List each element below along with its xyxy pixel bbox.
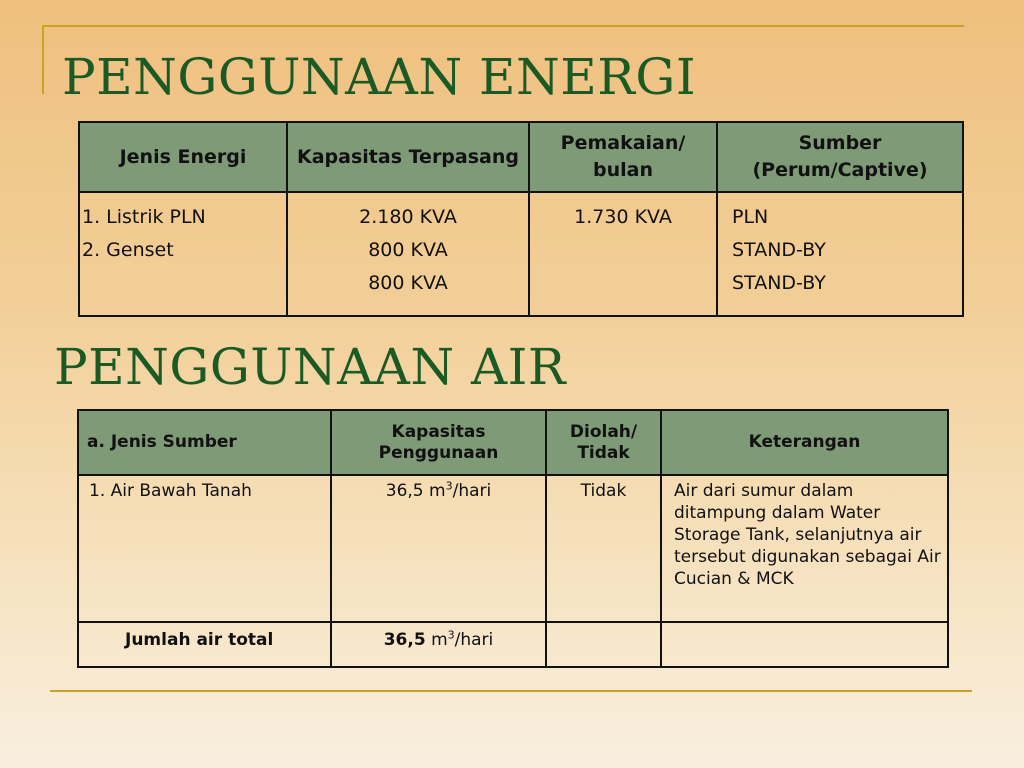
energy-data-row [79, 192, 963, 316]
energy-type-item: 2. Genset [82, 239, 174, 261]
cell-sumber [717, 192, 963, 316]
water-data-row [78, 475, 948, 622]
cell-kapasitas-penggunaan [331, 475, 546, 622]
header-jenis-sumber: a. Jenis Sumber [78, 410, 331, 475]
header-sumber [717, 122, 963, 192]
capacity-item: 2.180 KVA [359, 206, 457, 228]
header-pemakaian-line1: Pemakaian/ [560, 132, 686, 154]
source-item: STAND-BY [732, 239, 826, 261]
header-sumber-line1: Sumber [798, 132, 882, 154]
cell-diolah: Tidak [546, 475, 661, 622]
total-unit-post: /hari [454, 630, 494, 650]
total-keterangan-empty [661, 622, 948, 667]
water-usage-table [77, 409, 949, 668]
energy-type-item: 1. Listrik PLN [82, 206, 206, 228]
capacity-item: 800 KVA [368, 272, 448, 294]
header-keterangan: Keterangan [661, 410, 948, 475]
cell-jenis-sumber: 1. Air Bawah Tanah [78, 475, 331, 622]
total-label: Jumlah air total [78, 622, 331, 667]
capacity-value: 36,5 m [385, 481, 446, 501]
capacity-unit: /hari [452, 481, 492, 501]
cell-jenis-energi [79, 192, 287, 316]
water-total-row [78, 622, 948, 667]
water-header-row [78, 410, 948, 475]
total-superscript: 3 [447, 628, 455, 642]
header-kapasitas-line2: Penggunaan [378, 442, 499, 463]
header-diolah-line2: Tidak [577, 442, 630, 463]
header-sumber-line2: (Perum/Captive) [752, 159, 928, 181]
header-diolah-tidak [546, 410, 661, 475]
source-item: STAND-BY [732, 272, 826, 294]
bottom-accent-line [50, 690, 972, 692]
total-unit-pre: m [425, 630, 448, 650]
title-penggunaan-air: PENGGUNAAN AIR [54, 338, 567, 396]
header-pemakaian [529, 122, 717, 192]
total-value: 36,5 [383, 630, 426, 650]
header-kapasitas-line1: Kapasitas [391, 421, 486, 442]
header-pemakaian-line2: bulan [593, 159, 653, 181]
cell-pemakaian [529, 192, 717, 316]
header-kapasitas-terpasang: Kapasitas Terpasang [287, 122, 529, 192]
capacity-superscript: 3 [445, 479, 453, 493]
header-diolah-line1: Diolah/ [569, 421, 638, 442]
capacity-item: 800 KVA [368, 239, 448, 261]
cell-total-value [331, 622, 546, 667]
energy-header-row [79, 122, 963, 192]
header-jenis-energi: Jenis Energi [79, 122, 287, 192]
source-item: PLN [732, 206, 769, 228]
top-accent-line [42, 25, 964, 27]
cell-kapasitas-terpasang [287, 192, 529, 316]
title-penggunaan-energi: PENGGUNAAN ENERGI [62, 48, 697, 106]
left-accent-line [42, 26, 44, 94]
header-kapasitas-penggunaan [331, 410, 546, 475]
energy-usage-table [78, 121, 964, 317]
usage-item: 1.730 KVA [574, 206, 672, 228]
cell-keterangan: Air dari sumur dalam ditampung dalam Water Storage Tank, selanjutnya air tersebut digunakan sebagai Air Cucian & MCK [661, 475, 948, 622]
total-diolah-empty [546, 622, 661, 667]
